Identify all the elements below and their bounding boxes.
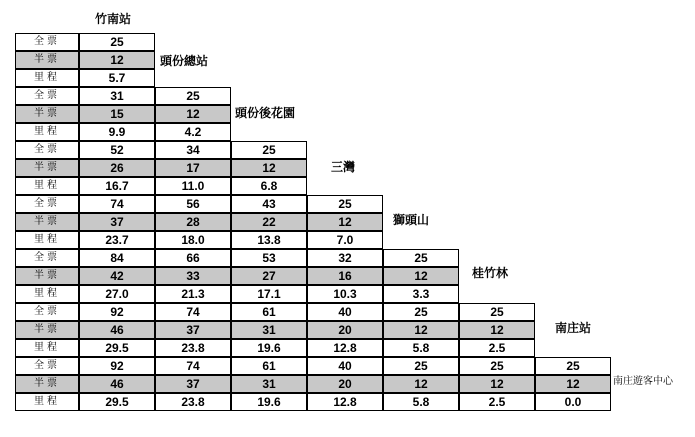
station-label: 南庄站	[555, 321, 592, 335]
station-label: 竹南站	[95, 12, 132, 26]
full-fare-label: 全票	[15, 141, 79, 159]
full-value-cell: 31	[79, 87, 155, 105]
distance-value-cell: 13.8	[231, 231, 307, 249]
full-value-cell: 74	[155, 303, 231, 321]
full-value-cell: 34	[155, 141, 231, 159]
distance-value-cell: 19.6	[231, 393, 307, 411]
half-value-cell: 12	[79, 51, 155, 69]
half-value-cell: 12	[383, 375, 459, 393]
half-value-cell: 16	[307, 267, 383, 285]
distance-value-cell: 12.8	[307, 393, 383, 411]
full-fare-label: 全票	[15, 87, 79, 105]
full-value-cell: 25	[383, 249, 459, 267]
half-value-cell: 22	[231, 213, 307, 231]
half-value-cell: 31	[231, 375, 307, 393]
full-value-cell: 92	[79, 357, 155, 375]
half-value-cell: 26	[79, 159, 155, 177]
distance-value-cell: 16.7	[79, 177, 155, 195]
half-value-cell: 12	[383, 321, 459, 339]
distance-fare-label: 里程	[15, 285, 79, 303]
distance-value-cell: 29.5	[79, 339, 155, 357]
full-value-cell: 25	[459, 357, 535, 375]
distance-value-cell: 27.0	[79, 285, 155, 303]
full-value-cell: 74	[79, 195, 155, 213]
half-fare-label: 半票	[15, 51, 79, 69]
station-label: 頭份總站	[160, 54, 209, 68]
distance-value-cell: 2.5	[459, 393, 535, 411]
distance-value-cell: 23.7	[79, 231, 155, 249]
half-value-cell: 46	[79, 321, 155, 339]
half-value-cell: 46	[79, 375, 155, 393]
full-value-cell: 92	[79, 303, 155, 321]
distance-value-cell: 19.6	[231, 339, 307, 357]
half-value-cell: 12	[535, 375, 611, 393]
distance-value-cell: 23.8	[155, 393, 231, 411]
half-value-cell: 12	[383, 267, 459, 285]
distance-value-cell: 11.0	[155, 177, 231, 195]
half-value-cell: 37	[155, 375, 231, 393]
full-fare-label: 全票	[15, 249, 79, 267]
full-value-cell: 25	[231, 141, 307, 159]
distance-fare-label: 里程	[15, 339, 79, 357]
half-value-cell: 37	[79, 213, 155, 231]
half-value-cell: 12	[307, 213, 383, 231]
distance-value-cell: 4.2	[155, 123, 231, 141]
distance-fare-label: 里程	[15, 393, 79, 411]
half-value-cell: 12	[231, 159, 307, 177]
distance-value-cell: 18.0	[155, 231, 231, 249]
half-value-cell: 12	[459, 321, 535, 339]
full-value-cell: 40	[307, 303, 383, 321]
full-value-cell: 25	[459, 303, 535, 321]
half-value-cell: 20	[307, 321, 383, 339]
distance-value-cell: 21.3	[155, 285, 231, 303]
full-value-cell: 25	[79, 33, 155, 51]
full-value-cell: 25	[383, 303, 459, 321]
full-value-cell: 25	[155, 87, 231, 105]
full-value-cell: 40	[307, 357, 383, 375]
full-fare-label: 全票	[15, 195, 79, 213]
half-fare-label: 半票	[15, 213, 79, 231]
full-fare-label: 全票	[15, 303, 79, 321]
half-value-cell: 12	[155, 105, 231, 123]
distance-fare-label: 里程	[15, 123, 79, 141]
full-value-cell: 61	[231, 303, 307, 321]
half-value-cell: 17	[155, 159, 231, 177]
half-value-cell: 20	[307, 375, 383, 393]
station-label: 獅頭山	[393, 213, 430, 227]
distance-value-cell: 3.3	[383, 285, 459, 303]
full-value-cell: 56	[155, 195, 231, 213]
half-value-cell: 15	[79, 105, 155, 123]
half-value-cell: 37	[155, 321, 231, 339]
half-value-cell: 27	[231, 267, 307, 285]
distance-value-cell: 2.5	[459, 339, 535, 357]
half-value-cell: 33	[155, 267, 231, 285]
full-value-cell: 66	[155, 249, 231, 267]
distance-value-cell: 5.7	[79, 69, 155, 87]
distance-value-cell: 6.8	[231, 177, 307, 195]
station-label: 頭份後花園	[235, 106, 296, 120]
half-fare-label: 半票	[15, 105, 79, 123]
half-fare-label: 半票	[15, 267, 79, 285]
half-fare-label: 半票	[15, 375, 79, 393]
full-value-cell: 52	[79, 141, 155, 159]
distance-value-cell: 7.0	[307, 231, 383, 249]
full-value-cell: 61	[231, 357, 307, 375]
half-fare-label: 半票	[15, 159, 79, 177]
full-value-cell: 43	[231, 195, 307, 213]
station-label: 桂竹林	[472, 266, 509, 280]
distance-value-cell: 23.8	[155, 339, 231, 357]
full-value-cell: 32	[307, 249, 383, 267]
half-fare-label: 半票	[15, 321, 79, 339]
distance-value-cell: 12.8	[307, 339, 383, 357]
distance-value-cell: 5.8	[383, 393, 459, 411]
distance-value-cell: 29.5	[79, 393, 155, 411]
full-value-cell: 25	[307, 195, 383, 213]
half-value-cell: 42	[79, 267, 155, 285]
station-label: 三灣	[331, 160, 356, 174]
distance-fare-label: 里程	[15, 231, 79, 249]
distance-fare-label: 里程	[15, 177, 79, 195]
half-value-cell: 28	[155, 213, 231, 231]
full-fare-label: 全票	[15, 357, 79, 375]
full-value-cell: 25	[383, 357, 459, 375]
distance-value-cell: 17.1	[231, 285, 307, 303]
distance-value-cell: 9.9	[79, 123, 155, 141]
station-label: 南庄遊客中心	[613, 376, 673, 387]
distance-fare-label: 里程	[15, 69, 79, 87]
full-value-cell: 84	[79, 249, 155, 267]
half-value-cell: 12	[459, 375, 535, 393]
full-value-cell: 53	[231, 249, 307, 267]
full-fare-label: 全票	[15, 33, 79, 51]
full-value-cell: 74	[155, 357, 231, 375]
full-value-cell: 25	[535, 357, 611, 375]
distance-value-cell: 0.0	[535, 393, 611, 411]
distance-value-cell: 10.3	[307, 285, 383, 303]
half-value-cell: 31	[231, 321, 307, 339]
distance-value-cell: 5.8	[383, 339, 459, 357]
